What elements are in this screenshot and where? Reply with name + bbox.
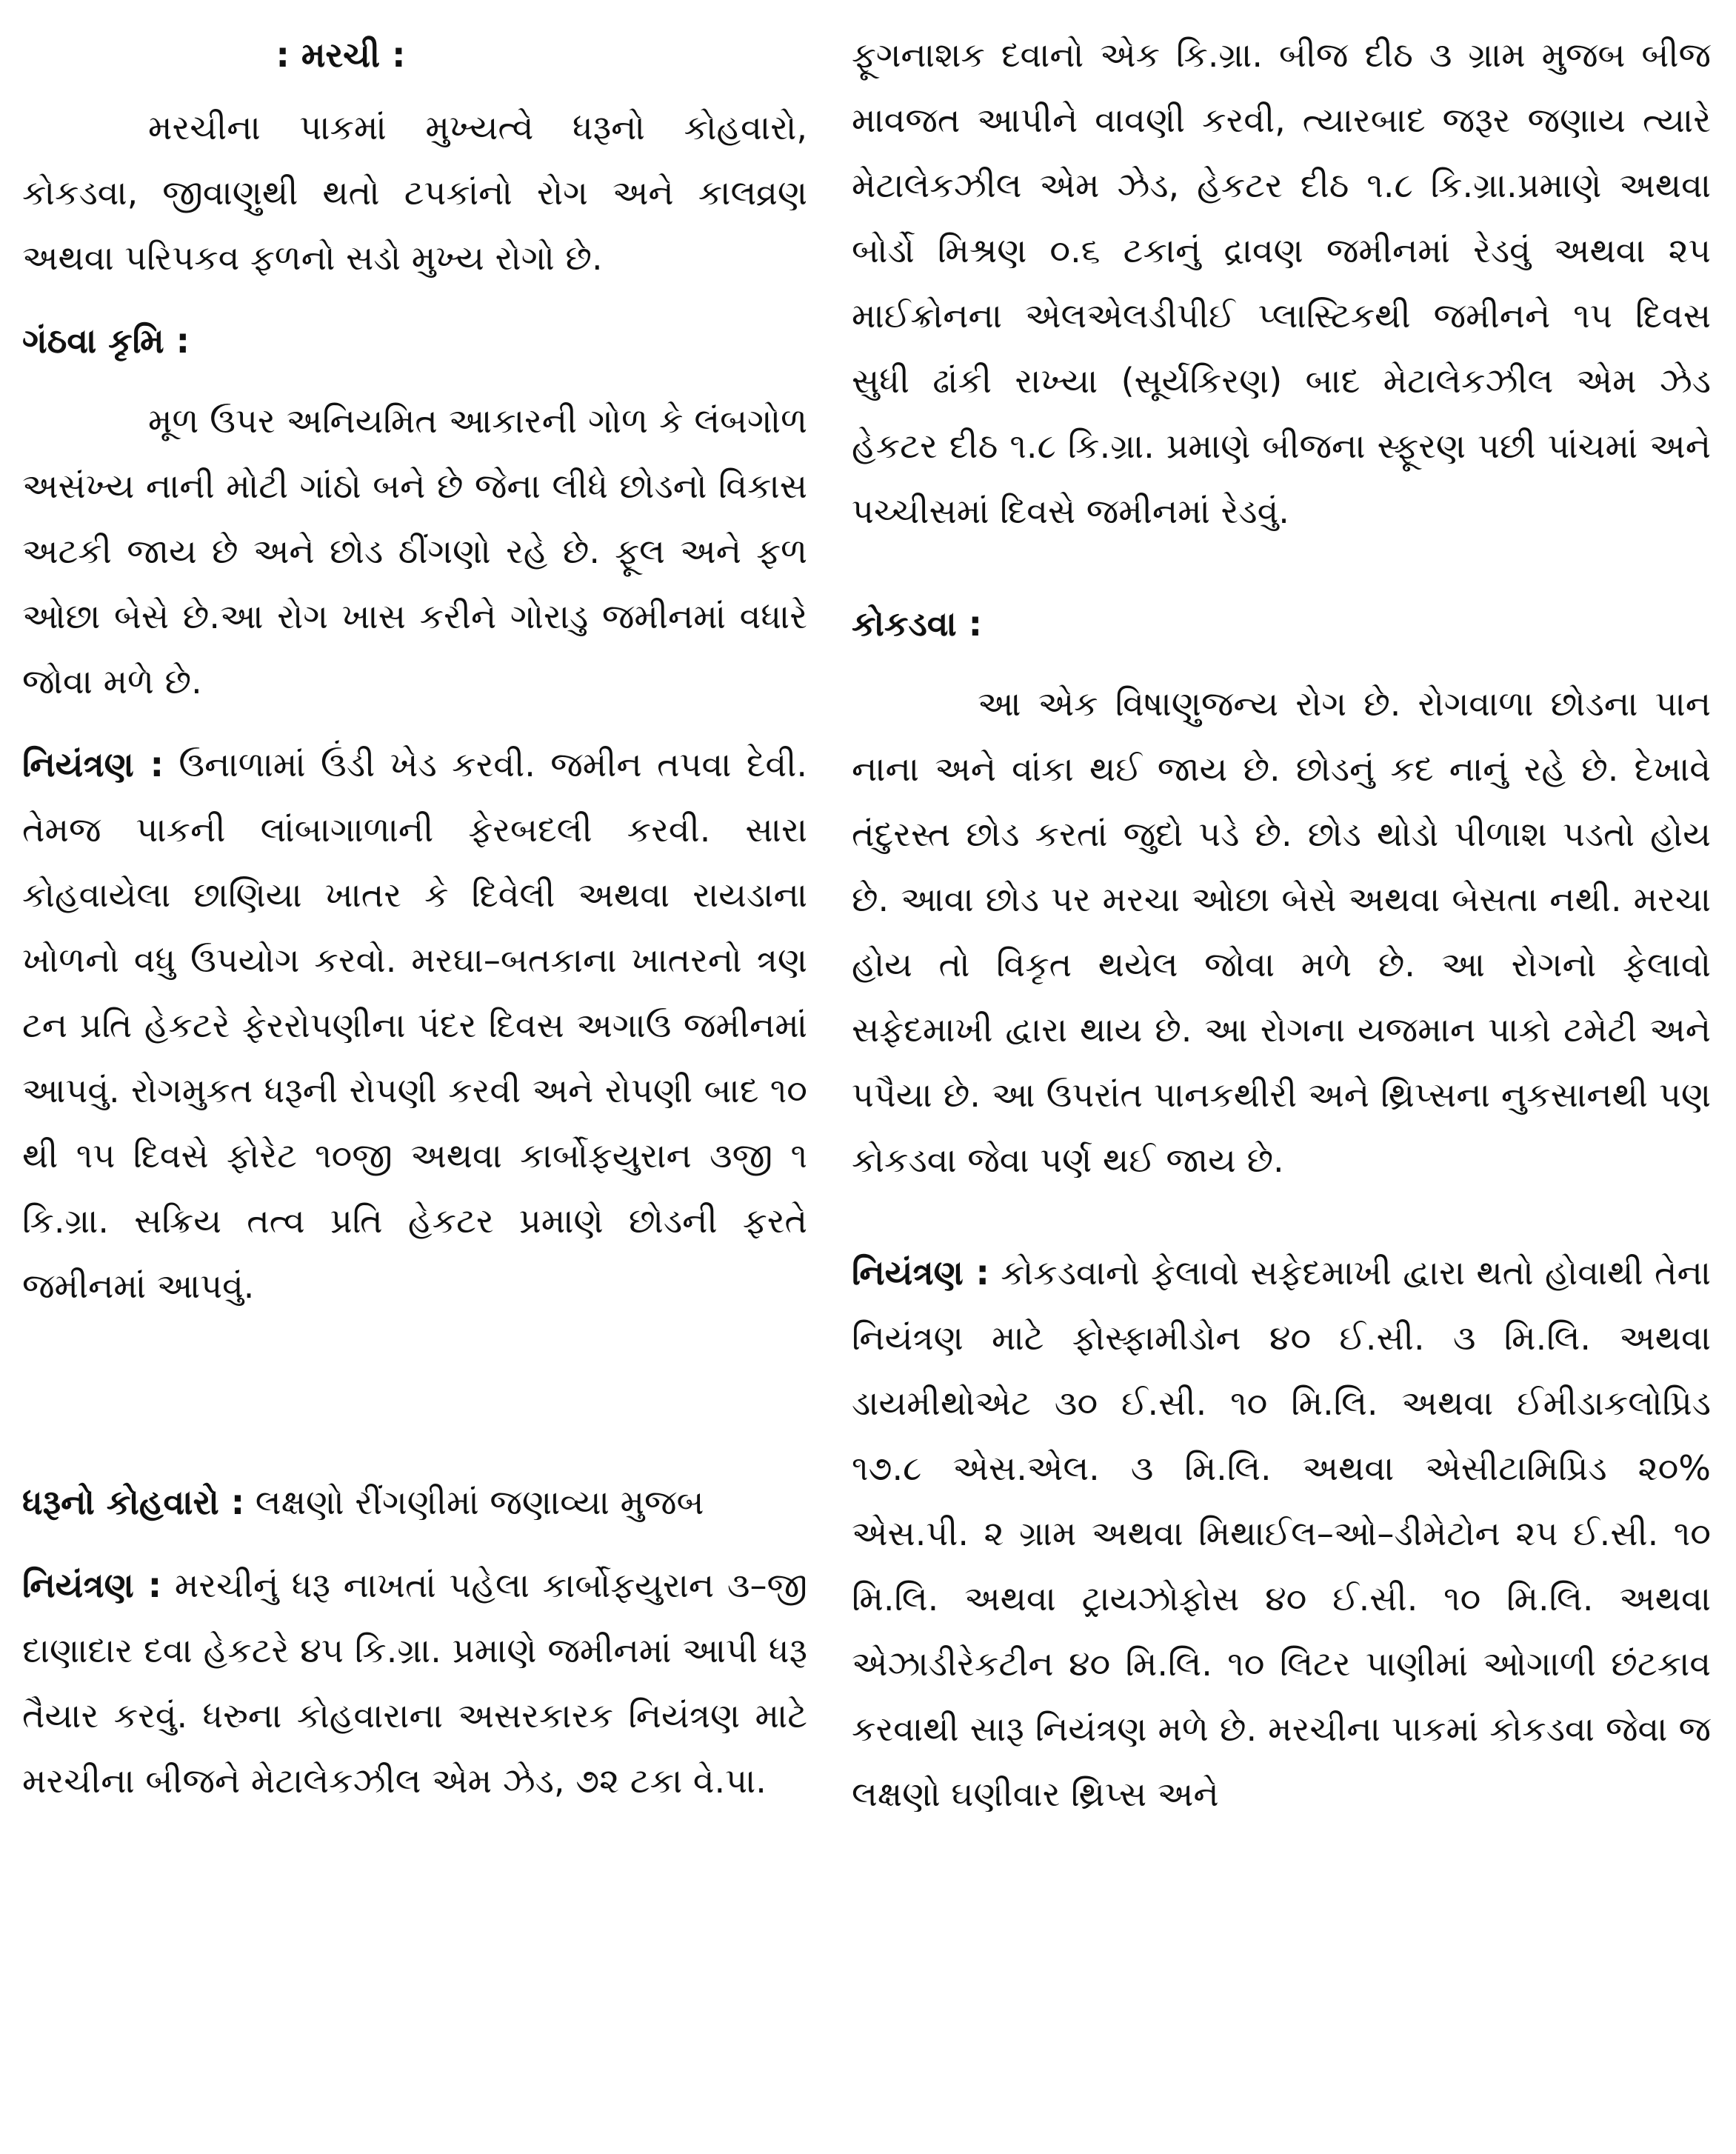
nematode-control-paragraph <box>22 732 807 1318</box>
continued-paragraph: ફૂગનાશક દવાનો એક કિ.ગ્રા. બીજ દીઠ ૩ ગ્રામ મુજબ બીજ માવજત આપીને વાવણી કરવી, ત્યારબાદ જરૂર જણાય ત્યારે મેટાલેકઝીલ એમ ઝેડ, હેકટર દીઠ ૧.૮ કિ.ગ્રા.પ્રમાણે અથવા બોર્ડો મિશ્રણ ૦.૬ ટકાનું દ્રાવણ જમીનમાં રેડવું અથવા ૨૫ માઈક્રોનના એલએલડીપીઈ પ્લાસ્ટિકથી જમીનને ૧૫ દિવસ સુધી ઢાંકી રાખ્યા (સૂર્યકિરણ) બાદ મેટાલેકઝીલ એમ ઝેડ હેકટર દીઠ ૧.૮ કિ.ગ્રા. પ્રમાણે બીજના સ્ફૂરણ પછી પાંચમાં અને પચ્ચીસમાં દિવસે જમીનમાં રેડવું. <box>852 35 1711 531</box>
column-spacer <box>22 1336 807 1470</box>
damping-off-paragraph <box>22 1470 807 1535</box>
section-title: : મરચી : <box>276 35 406 75</box>
damping-off-control-text: મરચીનું ધરૂ નાખતાં પહેલા કાર્બોફયુરાન ૩–જી દાણાદાર દવા હેકટરે ૪૫ કિ.ગ્રા. પ્રમાણે જમીનમાં આપી ધરૂ તૈયાર કરવું. ધરુના કોહવારાના અસરકારક નિયંત્રણ માટે મરચીના બીજને મેટાલેકઝીલ એમ ઝેડ, ૭૨ ટકા વે.પા. <box>22 1565 808 1801</box>
nematode-control-text: ઉનાળામાં ઉંડી ખેડ કરવી. જમીન તપવા દેવી. તેમજ પાકની લાંબાગાળાની ફેરબદલી કરવી. સારા કોહવાયેલા છાણિયા ખાતર કે દિવેલી અથવા રાયડાના ખોળનો વધુ ઉપયોગ કરવો. મરઘા–બતકાના ખાતરનો ત્રણ ટન પ્રતિ હેકટરે ફેરરોપણીના પંદર દિવસ અગાઉ જમીનમાં આપવું. રોગમુકત ધરૂની રોપણી કરવી અને રોપણી બાદ ૧૦ થી ૧૫ દિવસે ફોરેટ ૧૦જી અથવા કાર્બોફયુરાન ૩જી ૧ કિ.ગ્રા. સક્રિય તત્વ પ્રતિ હેકટર પ્રમાણે છોડની ફરતે જમીનમાં આપવું. <box>22 744 807 1306</box>
leaf-curl-control-text: કોકડવાનો ફેલાવો સફેદમાખી દ્વારા થતો હોવાથી તેના નિયંત્રણ માટે ફોસ્ફામીડોન ૪૦ ઈ.સી. ૩ મિ.લિ. અથવા ડાયમીથોએટ ૩૦ ઈ.સી. ૧૦ મિ.લિ. અથવા ઈમીડાકલોપ્રિડ ૧૭.૮ એસ.એલ. ૩ મિ.લિ. અથવા એસીટામિપ્રિડ ૨૦% એસ.પી. ૨ ગ્રામ અથવા મિથાઈલ–ઓ–ડીમેટોન ૨૫ ઈ.સી. ૧૦ મિ.લિ. અથવા ટ્રાયઝોફોસ ૪૦ ઈ.સી. ૧૦ મિ.લિ. અથવા એઝાડીરેકટીન ૪૦ મિ.લિ. ૧૦ લિટર પાણીમાં ઓગાળી છંટકાવ કરવાથી સારૂ નિયંત્રણ મળે છે. મરચીના પાકમાં કોકડવા જેવા જ લક્ષણો ઘણીવાર થ્રિપ્સ અને <box>852 1253 1711 1814</box>
left-column <box>22 22 807 1831</box>
nematode-paragraph: મૂળ ઉપર અનિયમિત આકારની ગોળ કે લંબગોળ અસંખ્ય નાની મોટી ગાંઠો બને છે જેના લીધે છોડનો વિકાસ અટકી જાય છે અને છોડ ઠીંગણો રહે છે. ફૂલ અને ફળ ઓછા બેસે છે.આ રોગ ખાસ કરીને ગોરાડુ જમીનમાં વધારે જોવા મળે છે. <box>22 401 807 701</box>
leaf-curl-heading-line <box>852 591 1711 656</box>
column-spacer <box>852 561 1711 591</box>
column-spacer <box>852 1210 1711 1240</box>
nematode-heading-line <box>22 308 807 373</box>
leaf-curl-control-paragraph <box>852 1240 1711 1827</box>
leaf-curl-heading: કોકડવા : <box>852 604 983 644</box>
right-column <box>852 22 1711 1844</box>
leaf-curl-control-label: નિયંત્રણ : <box>852 1253 989 1293</box>
leaf-curl-paragraph: આ એક વિષાણુજન્ય રોગ છે. રોગવાળા છોડના પાન નાના અને વાંકા થઈ જાય છે. છોડનું કદ નાનું રહે છે. દેખાવે તંદુરસ્ત છોડ કરતાં જુદો પડે છે. છોડ થોડો પીળાશ પડતો હોય છે. આવા છોડ પર મરચા ઓછા બેસે અથવા બેસતા નથી. મરચા હોય તો વિકૃત થયેલ જોવા મળે છે. આ રોગનો ફેલાવો સફેદમાખી દ્વારા થાય છે. આ રોગના યજમાન પાકો ટમેટી અને પપૈયા છે. આ ઉપરાંત પાનકથીરી અને થ્રિપ્સના નુકસાનથી પણ કોકડવા જેવા પર્ણ થઈ જાય છે. <box>852 684 1711 1180</box>
intro-paragraph: મરચીના પાકમાં મુખ્યત્વે ધરૂનો કોહવારો, કોકડવા, જીવાણુથી થતો ટપકાંનો રોગ અને કાલવ્રણ અથવા પરિપકવ ફળનો સડો મુખ્ય રોગો છે. <box>22 107 807 278</box>
damping-off-control-label: નિયંત્રણ : <box>22 1565 162 1605</box>
nematode-control-label: નિયંત્રણ : <box>22 744 164 784</box>
damping-off-control-paragraph <box>22 1553 807 1813</box>
damping-off-text: લક્ષણો રીંગણીમાં જણાવ્યા મુજબ <box>255 1482 704 1522</box>
damping-off-heading: ધરૂનો કોહવારો : <box>22 1482 245 1522</box>
nematode-heading: ગંઠવા કૃમિ : <box>22 321 190 361</box>
